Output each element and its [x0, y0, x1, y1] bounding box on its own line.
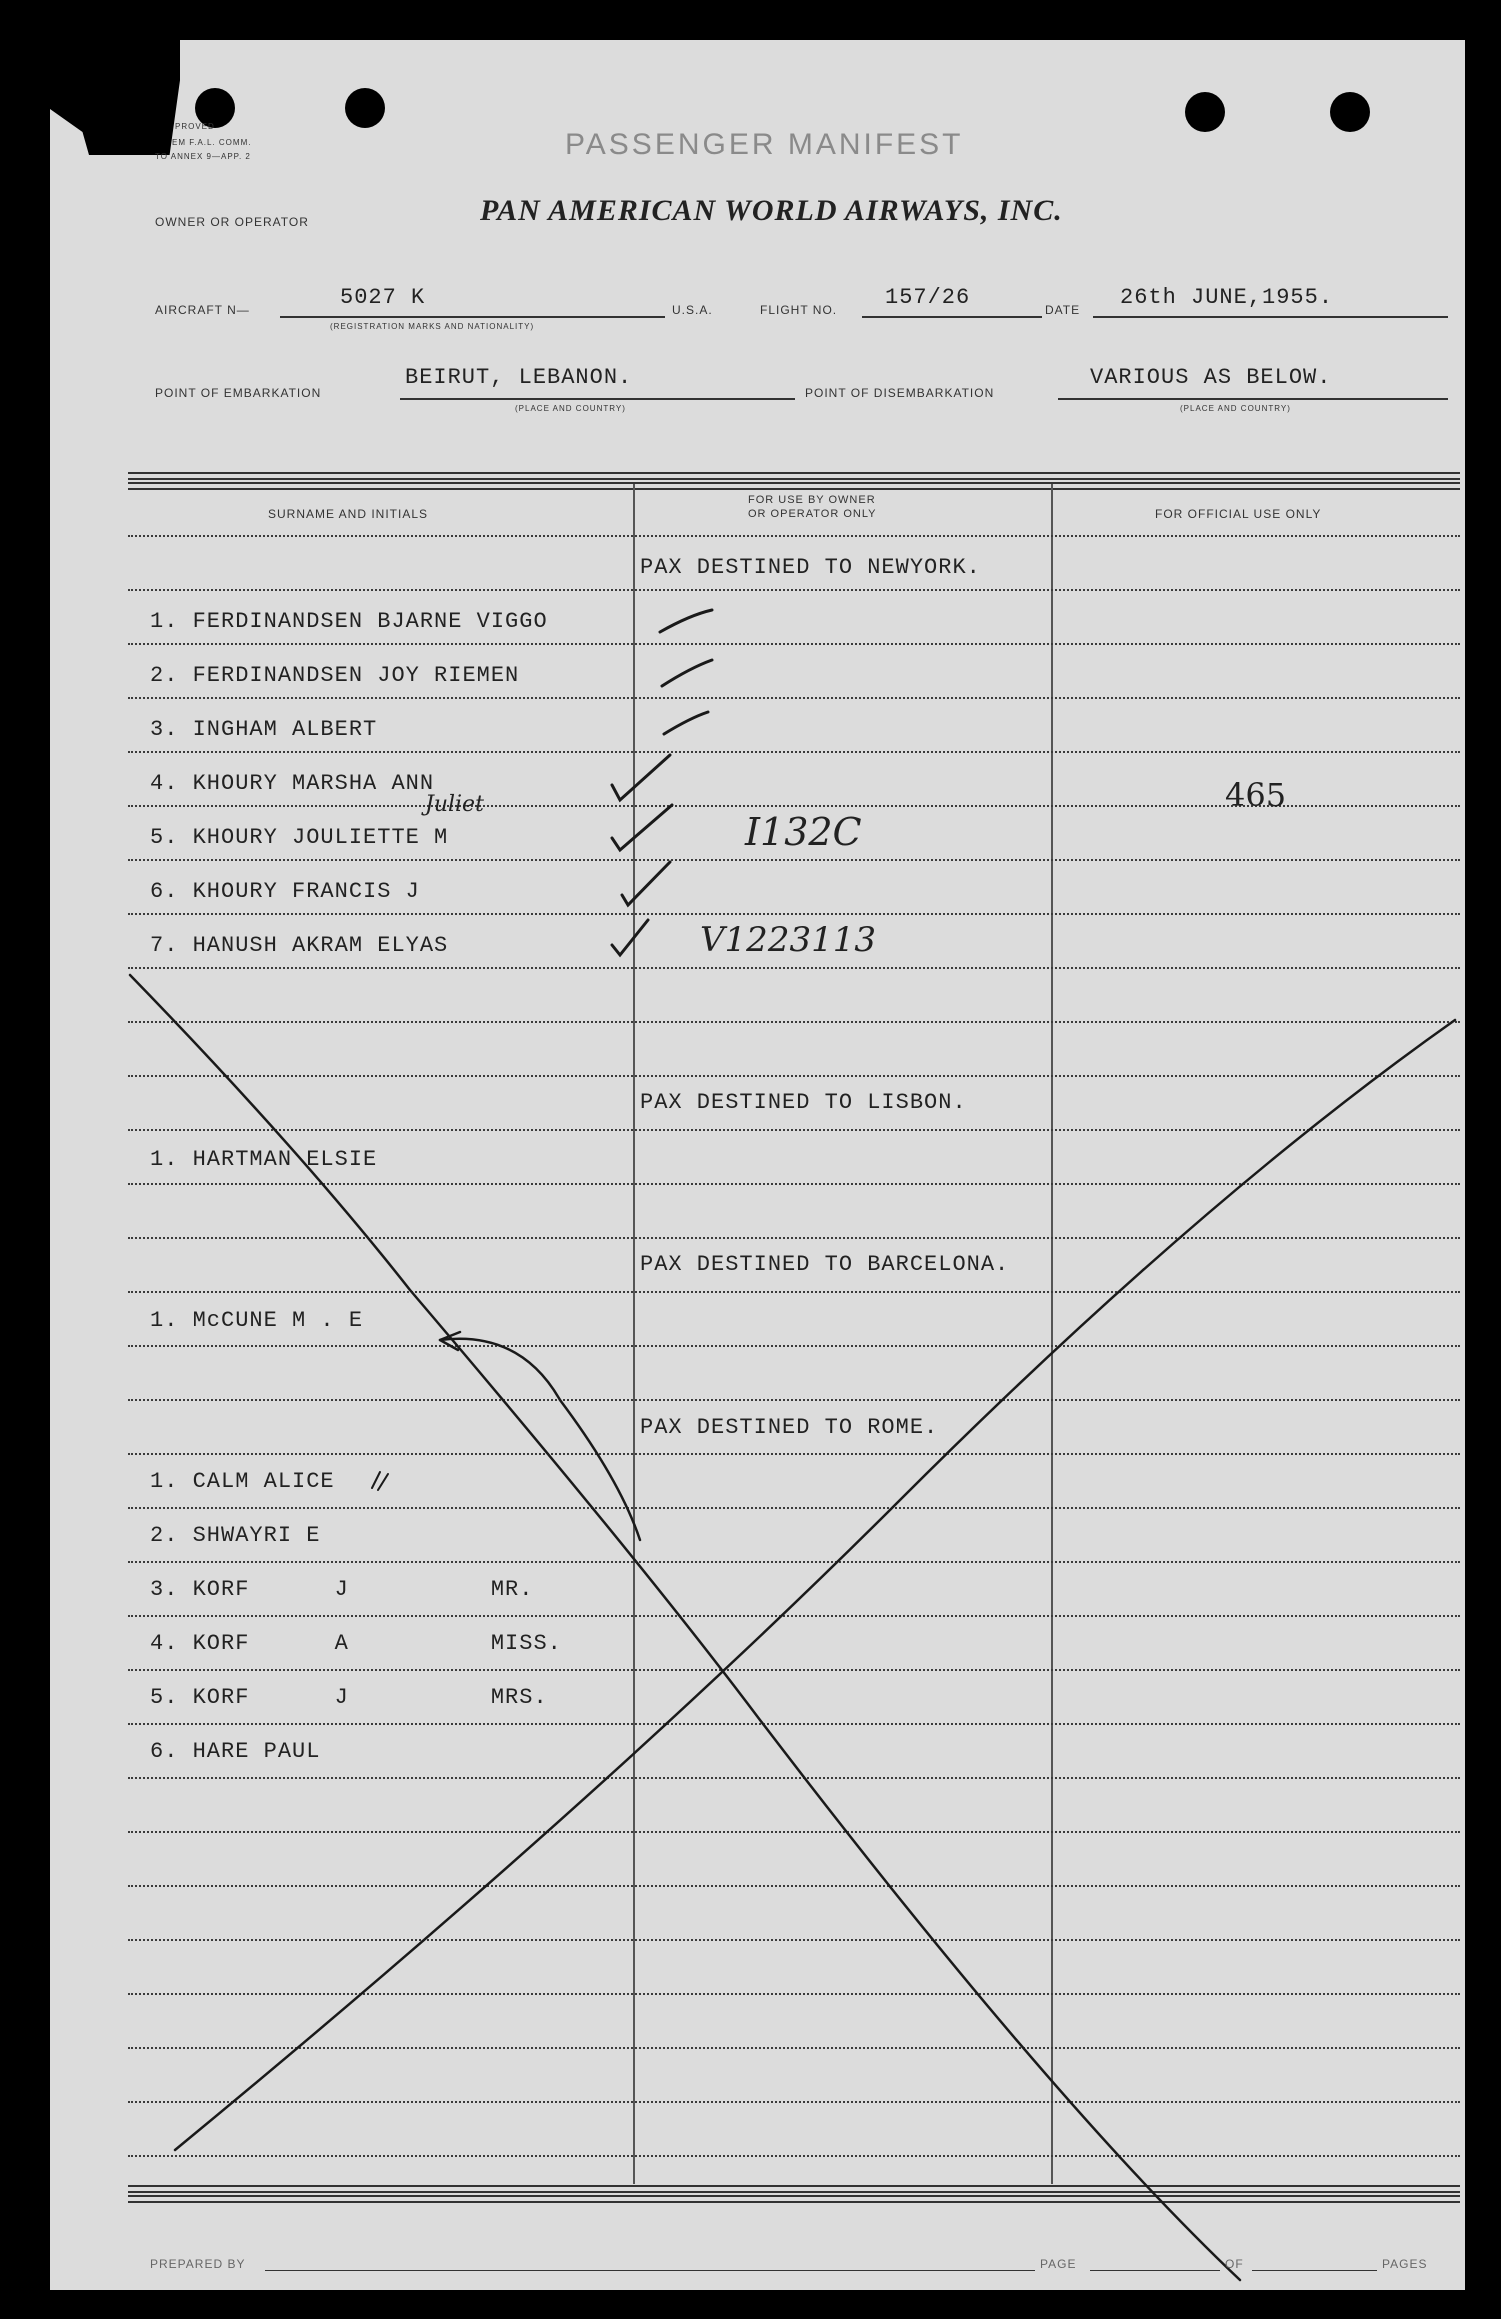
embark-value: BEIRUT, LEBANON. — [405, 365, 633, 390]
cross-line-2 — [175, 1020, 1455, 2150]
col-surname-header: SURNAME AND INITIALS — [268, 507, 429, 521]
section-rome-header: PAX DESTINED TO ROME. — [640, 1415, 939, 1440]
passenger-name: INGHAM ALBERT — [192, 717, 378, 742]
passenger-name: FERDINANDSEN JOY RIEMEN — [192, 663, 520, 688]
page-label: PAGE — [1040, 2257, 1077, 2271]
passenger-name: CALM ALICE — [192, 1469, 335, 1494]
passenger-name: KORF J MRS. — [192, 1685, 548, 1710]
passenger-name: KORF J MR. — [192, 1577, 534, 1602]
row-number: 5. — [150, 1685, 179, 1710]
check-mark-1 — [660, 610, 712, 632]
row-number: 1. — [150, 609, 179, 634]
row-number: 6. — [150, 879, 179, 904]
passenger-name: FERDINANDSEN BJARNE VIGGO — [192, 609, 548, 634]
usa-label: U.S.A. — [672, 303, 713, 317]
prepared-by-label: PREPARED BY — [150, 2257, 246, 2271]
check-mark-4 — [612, 755, 670, 800]
disembark-label: POINT OF DISEMBARKATION — [805, 386, 995, 400]
aircraft-value: 5027 K — [340, 285, 426, 310]
col-official-header: FOR OFFICIAL USE ONLY — [1155, 507, 1322, 521]
handwritten-juliet: Juliet — [425, 792, 484, 817]
row-number: 2. — [150, 663, 179, 688]
check-mark-6 — [622, 862, 670, 905]
row-number: 3. — [150, 717, 179, 742]
of-underline — [1252, 2270, 1377, 2271]
aircraft-sublabel: (REGISTRATION MARKS AND NATIONALITY) — [330, 322, 535, 331]
row-number: 1. — [150, 1147, 179, 1172]
flight-value: 157/26 — [885, 285, 971, 310]
embark-sublabel: (PLACE AND COUNTRY) — [515, 404, 626, 413]
flight-label: FLIGHT NO. — [760, 303, 838, 317]
approval-line-2: EM F.A.L. COMM. — [172, 138, 252, 147]
section-newyork-header: PAX DESTINED TO NEWYORK. — [640, 555, 981, 580]
disembark-sublabel: (PLACE AND COUNTRY) — [1180, 404, 1291, 413]
row-number: 7. — [150, 933, 179, 958]
check-mark-2 — [662, 660, 712, 686]
embark-label: POINT OF EMBARKATION — [155, 386, 322, 400]
passenger-name: SHWAYRI E — [192, 1523, 321, 1548]
handwritten-code-1: I132C — [745, 810, 862, 854]
small-mark — [372, 1472, 388, 1490]
approval-line-1: PROVED — [175, 122, 215, 131]
row-number: 3. — [150, 1577, 179, 1602]
section-lisbon-header: PAX DESTINED TO LISBON. — [640, 1090, 967, 1115]
col-owner-header-2: OR OPERATOR ONLY — [748, 508, 877, 520]
row-number: 1. — [150, 1308, 179, 1333]
row-number: 4. — [150, 771, 179, 796]
check-mark-5 — [612, 805, 672, 850]
aircraft-label: AIRCRAFT N— — [155, 303, 250, 317]
check-mark-7 — [612, 920, 648, 955]
passenger-name: HARTMAN ELSIE — [192, 1147, 378, 1172]
cross-line-1 — [130, 975, 1240, 2280]
row-number: 1. — [150, 1469, 179, 1494]
passenger-name: KHOURY FRANCIS J — [192, 879, 420, 904]
approval-line-3: TO ANNEX 9—APP. 2 — [155, 152, 251, 161]
page-underline — [1090, 2270, 1220, 2271]
handwritten-official-number: 465 — [1225, 776, 1287, 814]
passenger-name: HANUSH AKRAM ELYAS — [192, 933, 449, 958]
prepared-underline — [265, 2270, 1035, 2271]
handwritten-code-2: V1223113 — [700, 920, 876, 960]
owner-label: OWNER OR OPERATOR — [155, 215, 309, 229]
check-mark-3 — [664, 712, 708, 734]
company-name: PAN AMERICAN WORLD AIRWAYS, INC. — [480, 194, 1063, 227]
of-label: OF — [1225, 2257, 1244, 2271]
manifest-title: PASSENGER MANIFEST — [565, 128, 964, 161]
date-label: DATE — [1045, 303, 1081, 317]
passenger-name: KHOURY JOULIETTE M — [192, 825, 449, 850]
arrow-line — [440, 1339, 640, 1540]
pages-label: PAGES — [1382, 2257, 1428, 2271]
col-owner-header-1: FOR USE BY OWNER — [748, 494, 876, 506]
passenger-name: McCUNE M . E — [192, 1308, 364, 1333]
row-number: 2. — [150, 1523, 179, 1548]
row-number: 5. — [150, 825, 179, 850]
passenger-name: KHOURY MARSHA ANN — [192, 771, 435, 796]
row-number: 6. — [150, 1739, 179, 1764]
passenger-name: HARE PAUL — [192, 1739, 321, 1764]
disembark-value: VARIOUS AS BELOW. — [1090, 365, 1332, 390]
section-barcelona-header: PAX DESTINED TO BARCELONA. — [640, 1252, 1010, 1277]
row-number: 4. — [150, 1631, 179, 1656]
passenger-name: KORF A MISS. — [192, 1631, 562, 1656]
date-value: 26th JUNE,1955. — [1120, 285, 1334, 310]
